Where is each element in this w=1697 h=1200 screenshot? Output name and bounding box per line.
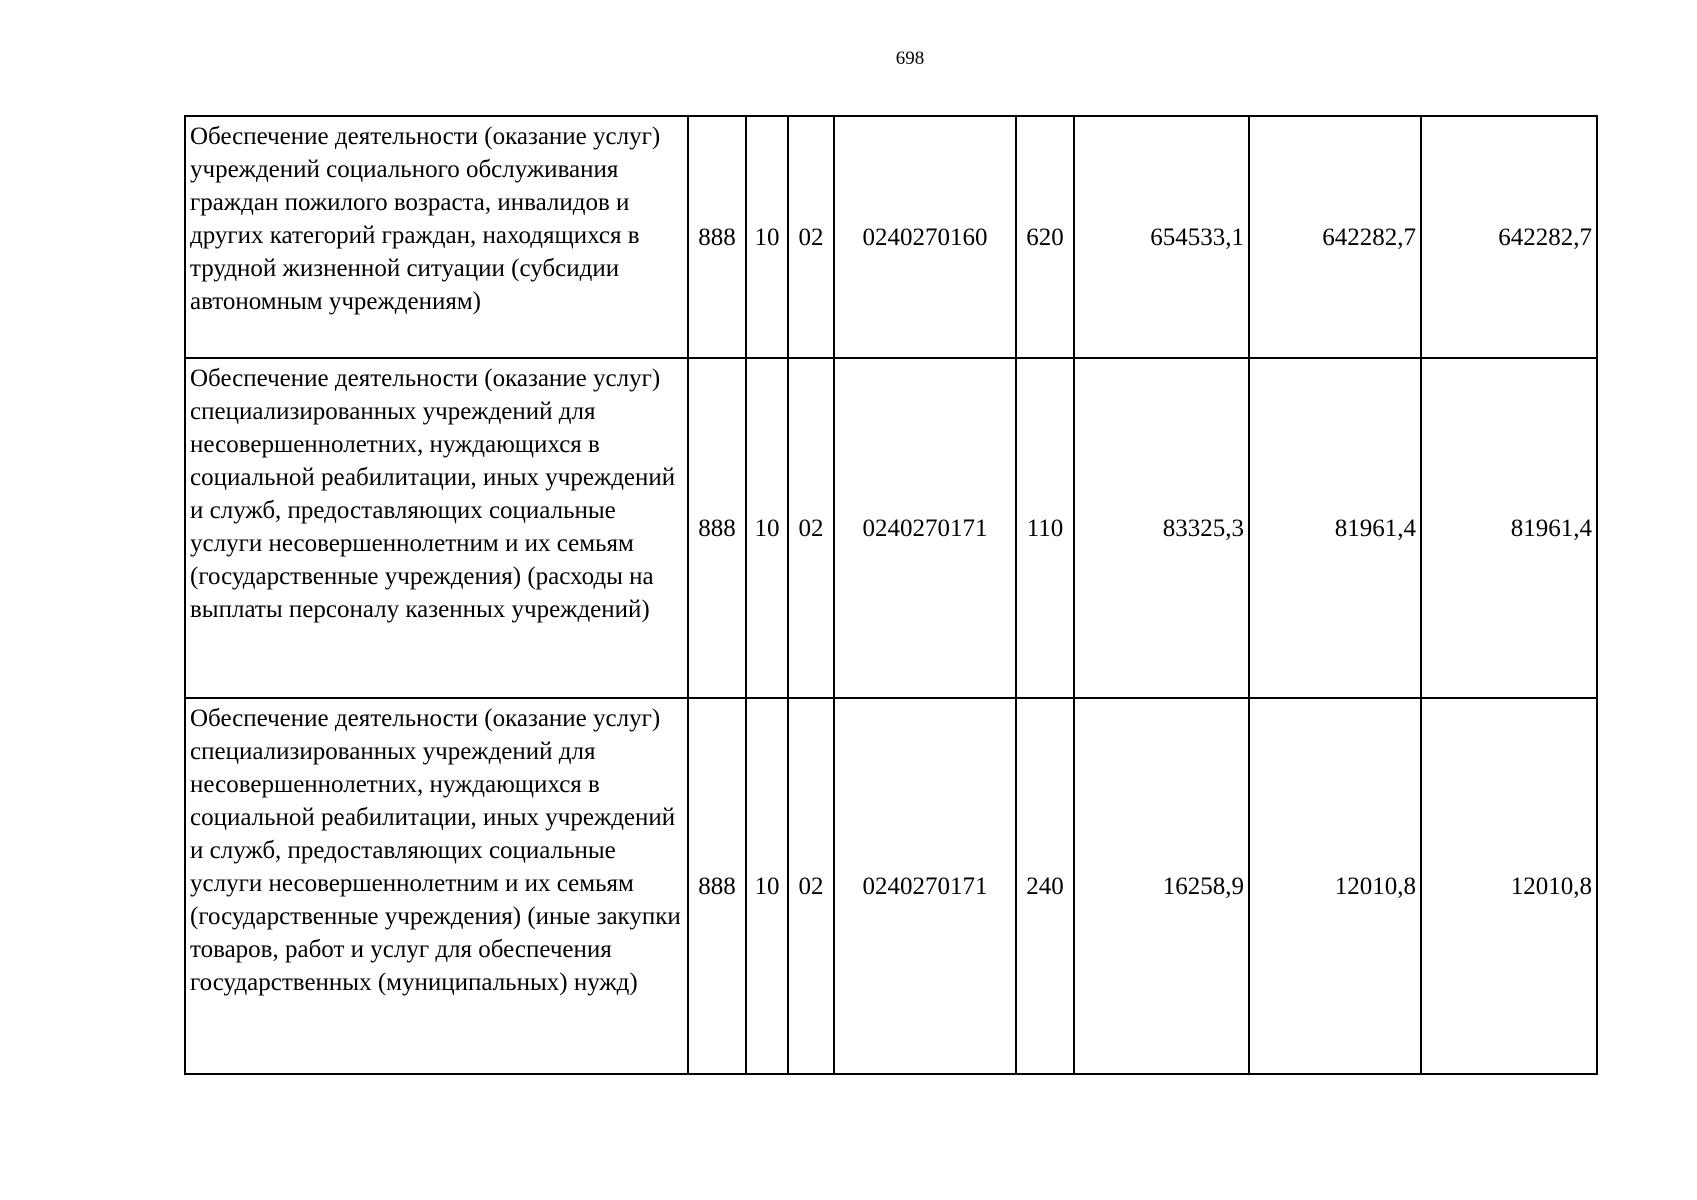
- amount-3-cell: 81961,4: [1421, 358, 1597, 698]
- ministry-code-cell: 888: [688, 698, 746, 1074]
- expense-type-cell: 620: [1016, 116, 1074, 358]
- section-code-cell: 10: [746, 698, 788, 1074]
- budget-table: [184, 115, 1598, 1075]
- amount-2-cell: 642282,7: [1249, 116, 1421, 358]
- ministry-code-cell: 888: [688, 116, 746, 358]
- subsection-code-cell: 02: [788, 358, 834, 698]
- amount-2-cell: 12010,8: [1249, 698, 1421, 1074]
- amount-1-cell: 83325,3: [1074, 358, 1249, 698]
- amount-3-cell: 642282,7: [1421, 116, 1597, 358]
- table-row: [185, 698, 1597, 1074]
- subsection-code-cell: 02: [788, 698, 834, 1074]
- page-number: 698: [895, 48, 925, 69]
- expense-type-cell: 110: [1016, 358, 1074, 698]
- table-row: [185, 116, 1597, 358]
- expense-name-cell: Обеспечение деятельности (оказание услуг) специализированных учреждений для несовершеннолетних, нуждающихся в социальной реабилитации, иных учреждений и служб, предоставляющих социальные услуги несовершеннолетним и их семьям (государственные учреждения) (иные закупки товаров, работ и услуг для обеспечения государственных (муниципальных) нужд): [185, 698, 688, 1074]
- amount-2-cell: 81961,4: [1249, 358, 1421, 698]
- amount-3-cell: 12010,8: [1421, 698, 1597, 1074]
- expense-name-cell: Обеспечение деятельности (оказание услуг) специализированных учреждений для несовершеннолетних, нуждающихся в социальной реабилитации, иных учреждений и служб, предоставляющих социальные услуги несовершеннолетним и их семьям (государственные учреждения) (расходы на выплаты персоналу казенных учреждений): [185, 358, 688, 698]
- target-article-cell: 0240270171: [834, 358, 1016, 698]
- subsection-code-cell: 02: [788, 116, 834, 358]
- section-code-cell: 10: [746, 116, 788, 358]
- expense-type-cell: 240: [1016, 698, 1074, 1074]
- target-article-cell: 0240270160: [834, 116, 1016, 358]
- amount-1-cell: 16258,9: [1074, 698, 1249, 1074]
- section-code-cell: 10: [746, 358, 788, 698]
- expense-name-cell: Обеспечение деятельности (оказание услуг) учреждений социального обслуживания граждан пожилого возраста, инвалидов и других категорий граждан, находящихся в трудной жизненной ситуации (субсидии автономным учреждениям): [185, 116, 688, 358]
- table-row: [185, 358, 1597, 698]
- target-article-cell: 0240270171: [834, 698, 1016, 1074]
- ministry-code-cell: 888: [688, 358, 746, 698]
- amount-1-cell: 654533,1: [1074, 116, 1249, 358]
